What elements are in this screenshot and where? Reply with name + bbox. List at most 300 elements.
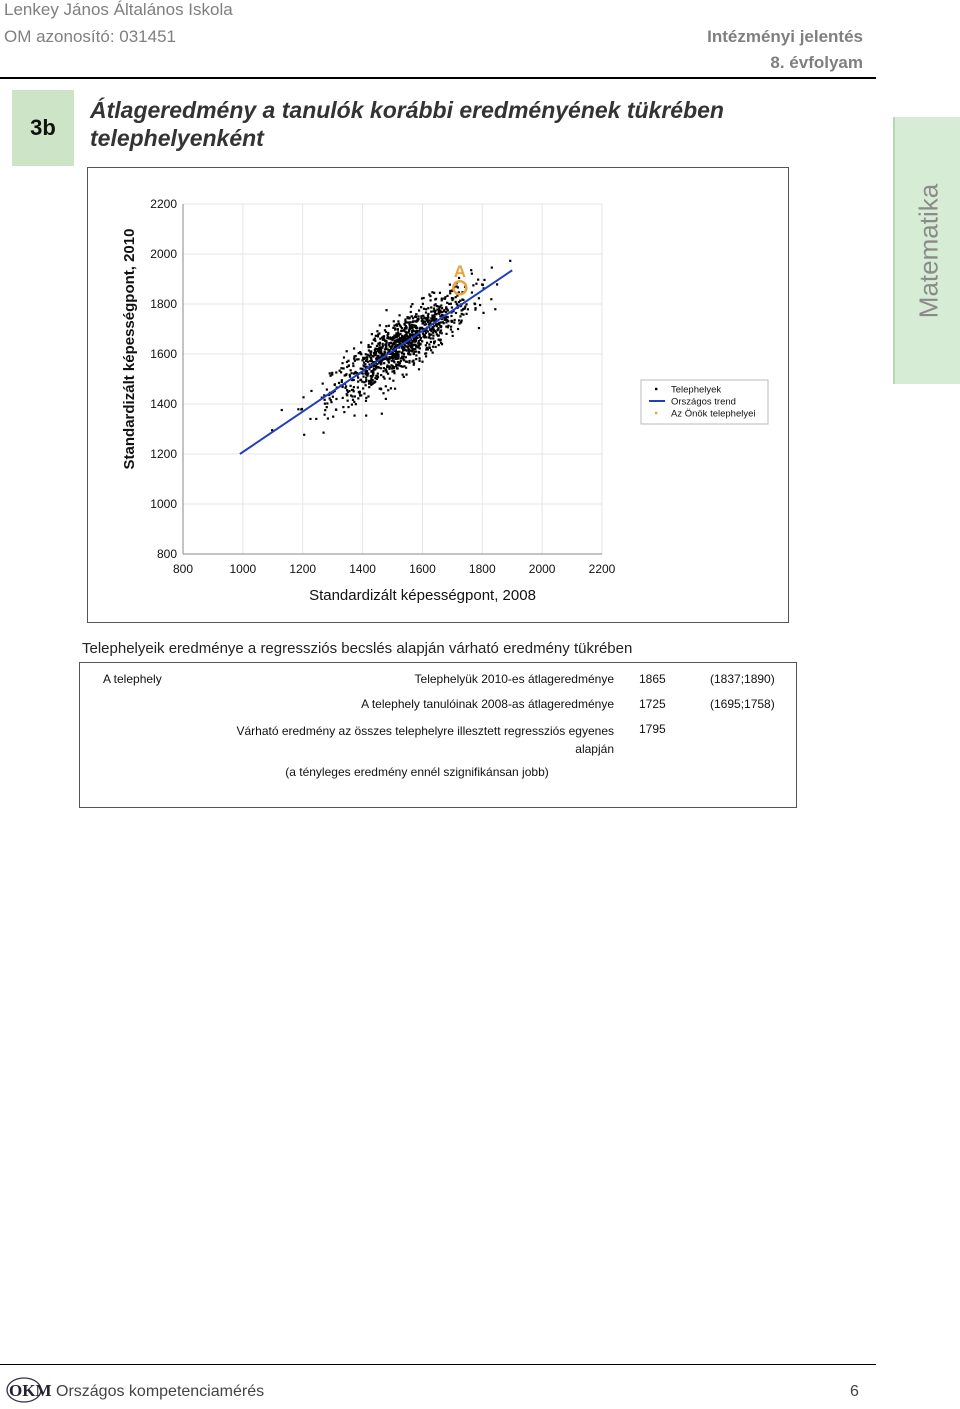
site-point [430, 349, 432, 351]
site-point [386, 337, 388, 339]
site-point [435, 298, 437, 300]
site-point [398, 351, 400, 353]
x-tick-label: 2200 [588, 562, 616, 576]
site-point [427, 348, 429, 350]
chart-frame [87, 167, 789, 623]
site-point [435, 324, 437, 326]
y-tick-label: 1400 [150, 397, 177, 411]
site-point [382, 343, 384, 345]
site-point [425, 308, 427, 310]
site-point [509, 260, 511, 262]
site-point [410, 305, 412, 307]
site-point [370, 371, 372, 373]
site-point [437, 305, 439, 307]
site-point [462, 308, 464, 310]
y-tick-label: 1200 [150, 447, 177, 461]
site-point [420, 306, 422, 308]
site-point [422, 336, 424, 338]
site-point [346, 361, 348, 363]
site-point [372, 355, 374, 357]
site-point [346, 393, 348, 395]
site-point [411, 315, 413, 317]
site-point [418, 357, 420, 359]
site-point [365, 377, 367, 379]
page-number: 6 [850, 1383, 859, 1400]
site-point [414, 351, 416, 353]
site-point [375, 335, 377, 337]
site-point [414, 344, 416, 346]
site-point [370, 384, 372, 386]
site-point [365, 400, 367, 402]
site-point [413, 330, 415, 332]
site-point [351, 395, 353, 397]
row-label: A telephely tanulóinak 2008-as átlageredménye [361, 697, 614, 711]
site-point [372, 379, 374, 381]
site-point [386, 364, 388, 366]
site-point [393, 360, 395, 362]
y-tick-label: 1800 [150, 297, 177, 311]
site-point [349, 374, 351, 376]
site-point [425, 317, 427, 319]
site-point [371, 333, 373, 335]
site-point [393, 324, 395, 326]
site-point [362, 387, 364, 389]
site-point [365, 380, 367, 382]
site-point [342, 406, 344, 408]
site-point [347, 400, 349, 402]
site-point [402, 349, 404, 351]
site-point [345, 373, 347, 375]
site-point [355, 355, 357, 357]
site-point [372, 365, 374, 367]
site-point [345, 385, 347, 387]
site-point [456, 285, 458, 287]
site-point [388, 361, 390, 363]
site-point [352, 362, 354, 364]
school-name: Lenkey János Általános Iskola [4, 0, 233, 19]
site-point [470, 269, 472, 271]
site-point [490, 298, 492, 300]
site-point [353, 358, 355, 360]
site-point [387, 389, 389, 391]
site-point [402, 374, 404, 376]
site-point [478, 297, 480, 299]
site-point [408, 328, 410, 330]
site-point [340, 371, 342, 373]
site-point [361, 381, 363, 383]
row-value: 1725 [639, 697, 666, 711]
subject-tab [893, 117, 960, 384]
x-tick-label: 2000 [528, 562, 556, 576]
site-point [464, 306, 466, 308]
site-point [404, 324, 406, 326]
site-point [398, 314, 400, 316]
site-point [472, 284, 474, 286]
om-id: OM azonosító: 031451 [4, 27, 177, 46]
site-point [417, 319, 419, 321]
site-point [360, 341, 362, 343]
site-point [426, 342, 428, 344]
site-point [357, 386, 359, 388]
grade-label: 8. évfolyam [770, 53, 863, 72]
site-point [446, 319, 448, 321]
site-point [405, 367, 407, 369]
site-point [347, 406, 349, 408]
site-point [342, 397, 344, 399]
significance-note: (a tényleges eredmény ennél szignifikánsan jobb) [285, 765, 549, 779]
site-point [411, 347, 413, 349]
site-point [417, 342, 419, 344]
legend-label: Az Önök telephelyei [671, 408, 756, 420]
site-point [474, 309, 476, 311]
site-point [369, 351, 371, 353]
site-point [329, 397, 331, 399]
site-point [441, 332, 443, 334]
site-point [438, 344, 440, 346]
site-column-label: A telephely [103, 672, 162, 686]
site-point [409, 344, 411, 346]
site-point [405, 373, 407, 375]
site-point [397, 328, 399, 330]
site-point [329, 372, 331, 374]
site-point [398, 362, 400, 364]
site-point [389, 356, 391, 358]
site-point [450, 320, 452, 322]
x-tick-label: 1600 [409, 562, 436, 576]
site-point [429, 347, 431, 349]
site-point [440, 325, 442, 327]
site-point [446, 316, 448, 318]
site-point [439, 339, 441, 341]
legend-label: Telephelyek [671, 384, 722, 396]
site-point [418, 368, 420, 370]
site-point [430, 337, 432, 339]
footer-title: Országos kompetenciamérés [56, 1383, 265, 1400]
site-point [367, 395, 369, 397]
site-point [343, 356, 345, 358]
site-point [359, 394, 361, 396]
site-point [416, 330, 418, 332]
site-point [361, 359, 363, 361]
site-point [365, 384, 367, 386]
site-point [392, 327, 394, 329]
site-point [435, 313, 437, 315]
site-point [412, 360, 414, 362]
site-point [409, 317, 411, 319]
site-point [376, 345, 378, 347]
site-point [351, 403, 353, 405]
site-point [392, 354, 394, 356]
site-point [396, 340, 398, 342]
site-point [383, 351, 385, 353]
site-point [399, 324, 401, 326]
site-point [450, 328, 452, 330]
site-point [449, 284, 451, 286]
site-point [330, 401, 332, 403]
site-point [441, 297, 443, 299]
scatter-chart [88, 168, 788, 622]
site-point [408, 350, 410, 352]
site-point [448, 303, 450, 305]
site-point [441, 307, 443, 309]
site-point [351, 372, 353, 374]
site-point [396, 354, 398, 356]
site-point [383, 378, 385, 380]
site-point [453, 322, 455, 324]
site-point [459, 300, 461, 302]
site-point [340, 367, 342, 369]
y-tick-label: 2200 [150, 197, 177, 211]
site-point [424, 321, 426, 323]
section-number: 3b [12, 90, 74, 166]
y-tick-label: 1000 [150, 497, 177, 511]
site-point [494, 308, 496, 310]
site-point [371, 342, 373, 344]
site-point [415, 358, 417, 360]
x-tick-label: 1800 [468, 562, 496, 576]
table-caption: Telephelyeik eredménye a regressziós becslés alapján várható eredmény tükrében [82, 640, 633, 657]
site-point [427, 307, 429, 309]
site-point [432, 335, 434, 337]
site-point [385, 398, 387, 400]
site-point [430, 311, 432, 313]
site-point [374, 377, 376, 379]
site-point [411, 330, 413, 332]
site-point [385, 385, 387, 387]
site-point [412, 320, 414, 322]
site-point [422, 315, 424, 317]
site-point [430, 306, 432, 308]
site-point [302, 396, 304, 398]
site-point [433, 307, 435, 309]
site-point [335, 408, 337, 410]
site-point [352, 365, 354, 367]
site-point [357, 377, 359, 379]
site-point [457, 328, 459, 330]
site-point [479, 304, 481, 306]
site-point [431, 327, 433, 329]
site-point [420, 343, 422, 345]
site-point [389, 378, 391, 380]
site-point [348, 390, 350, 392]
site-point [450, 326, 452, 328]
site-point [377, 376, 379, 378]
site-point [324, 409, 326, 411]
site-point [378, 344, 380, 346]
site-point [368, 368, 370, 370]
site-point [310, 390, 312, 392]
site-point [393, 341, 395, 343]
y-axis-title: Standardizált képességpont, 2010 [121, 228, 138, 470]
site-point [401, 351, 403, 353]
site-point [365, 414, 367, 416]
site-point [346, 350, 348, 352]
site-point [362, 376, 364, 378]
site-point [447, 325, 449, 327]
site-point [425, 352, 427, 354]
site-point [382, 345, 384, 347]
site-point [300, 408, 302, 410]
site-point [422, 303, 424, 305]
site-point [357, 397, 359, 399]
site-point [342, 367, 344, 369]
site-point [427, 314, 429, 316]
site-point [388, 325, 390, 327]
site-point [373, 352, 375, 354]
site-point [335, 398, 337, 400]
site-point [385, 325, 387, 327]
site-point [491, 266, 493, 268]
y-tick-label: 800 [156, 547, 177, 561]
site-point [379, 338, 381, 340]
site-point [346, 389, 348, 391]
site-point [437, 328, 439, 330]
site-point [332, 416, 334, 418]
site-point [420, 327, 422, 329]
site-point [379, 342, 381, 344]
footer-divider [0, 1364, 876, 1365]
site-point [353, 401, 355, 403]
site-point [353, 347, 355, 349]
site-point [387, 332, 389, 334]
site-point [431, 318, 433, 320]
site-point [397, 367, 399, 369]
site-point [385, 370, 387, 372]
site-point [451, 306, 453, 308]
site-point [416, 327, 418, 329]
site-point [326, 402, 328, 404]
site-point [410, 311, 412, 313]
site-point [445, 311, 447, 313]
site-point [422, 322, 424, 324]
site-point [449, 292, 451, 294]
site-point [413, 353, 415, 355]
site-point [425, 311, 427, 313]
legend-label: Országos trend [671, 396, 736, 408]
site-point [432, 310, 434, 312]
site-point [376, 357, 378, 359]
site-point [397, 333, 399, 335]
site-point [401, 336, 403, 338]
site-point [390, 342, 392, 344]
site-point [433, 292, 435, 294]
site-point [353, 386, 355, 388]
site-point [324, 399, 326, 401]
site-point [367, 354, 369, 356]
site-point [384, 348, 386, 350]
site-point [323, 414, 325, 416]
site-point [393, 370, 395, 372]
site-point [396, 351, 398, 353]
site-point [408, 353, 410, 355]
site-point [397, 364, 399, 366]
x-tick-label: 1000 [229, 562, 257, 576]
site-point [482, 312, 484, 314]
site-point [432, 346, 434, 348]
site-point [389, 366, 391, 368]
site-point [443, 322, 445, 324]
site-point [458, 322, 460, 324]
site-point [341, 379, 343, 381]
site-point [391, 360, 393, 362]
row-ci: (1695;1758) [710, 697, 775, 711]
site-point [395, 365, 397, 367]
subject-tab-label: Matematika [913, 183, 943, 318]
site-point [474, 303, 476, 305]
section-title: Átlageredmény a tanulók korábbi eredményének tükrében telephelyenként [90, 97, 724, 151]
site-point [359, 392, 361, 394]
site-point [434, 310, 436, 312]
row-label: Várható eredmény az összes telephelyre illesztett regressziós egyenes alapján [236, 724, 614, 756]
site-point [450, 315, 452, 317]
site-point [440, 321, 442, 323]
site-point [324, 403, 326, 405]
site-point [425, 355, 427, 357]
site-point [362, 357, 364, 359]
site-point [351, 389, 353, 391]
site-point [406, 334, 408, 336]
site-point [459, 315, 461, 317]
site-point [381, 413, 383, 415]
site-point [451, 299, 453, 301]
site-point [385, 346, 387, 348]
site-point [389, 345, 391, 347]
site-point [297, 408, 299, 410]
site-point [379, 324, 381, 326]
site-point [353, 414, 355, 416]
site-point [368, 386, 370, 388]
site-point [354, 360, 356, 362]
site-point [372, 373, 374, 375]
site-point [383, 362, 385, 364]
site-point [440, 330, 442, 332]
site-point [394, 388, 396, 390]
site-point [432, 352, 434, 354]
site-point [482, 284, 484, 286]
site-point [471, 273, 473, 275]
site-point [377, 366, 379, 368]
site-point [402, 357, 404, 359]
x-tick-label: 1400 [349, 562, 376, 576]
site-point [454, 319, 456, 321]
logo-text: OKM [9, 1381, 52, 1400]
site-point [404, 320, 406, 322]
row-value: 1865 [639, 672, 666, 686]
site-point [326, 388, 328, 390]
site-point [421, 340, 423, 342]
site-point [367, 346, 369, 348]
site-point [353, 379, 355, 381]
site-point [416, 337, 418, 339]
site-point [392, 337, 394, 339]
site-point [384, 340, 386, 342]
site-point [379, 388, 381, 390]
site-point [364, 363, 366, 365]
site-point [392, 380, 394, 382]
site-point [409, 324, 411, 326]
site-point [430, 341, 432, 343]
site-point [467, 308, 469, 310]
site-point [477, 279, 479, 281]
site-point [332, 396, 334, 398]
site-point [399, 333, 401, 335]
site-point [420, 337, 422, 339]
site-point [371, 375, 373, 377]
site-point [387, 373, 389, 375]
site-point [374, 368, 376, 370]
site-point [396, 336, 398, 338]
site-point [374, 349, 376, 351]
